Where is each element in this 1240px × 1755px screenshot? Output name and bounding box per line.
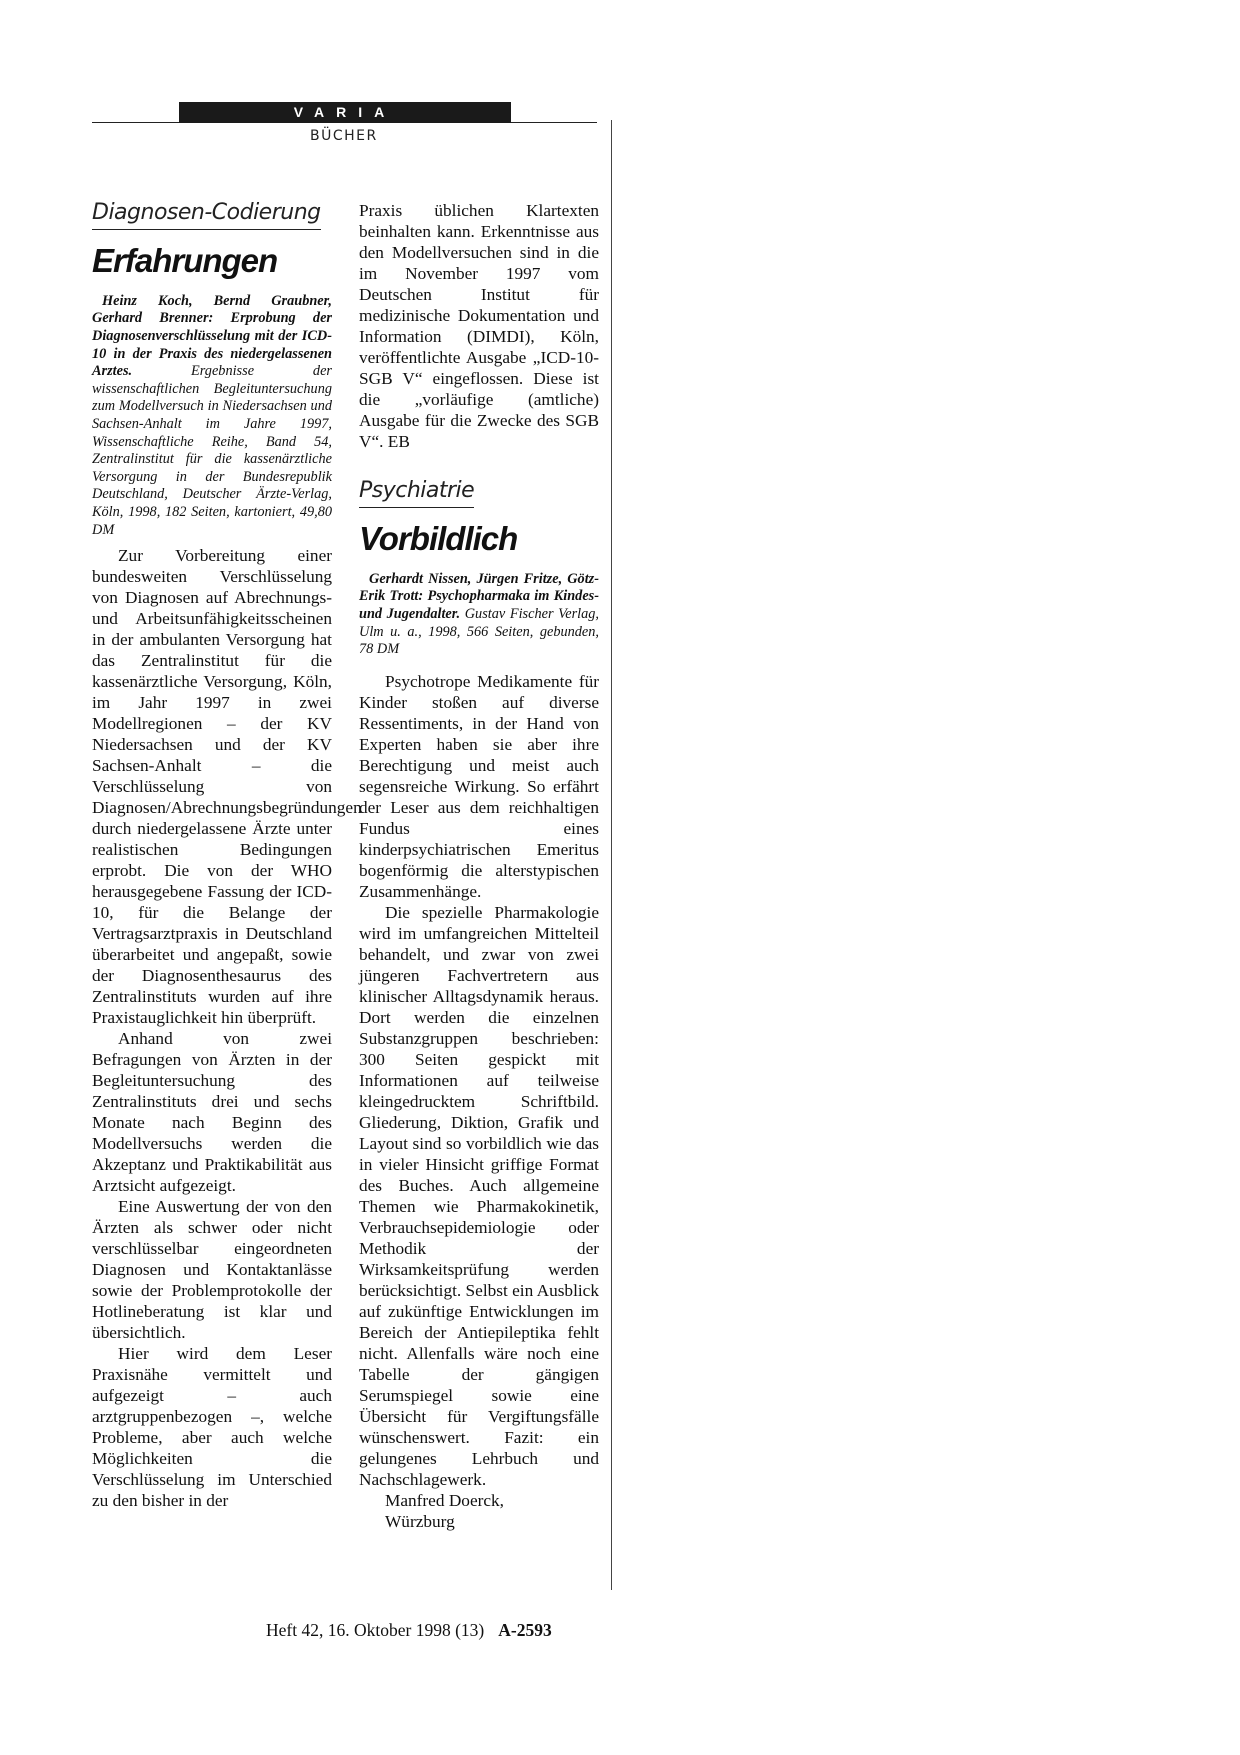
- right-column: [359, 200, 599, 1532]
- book-authors-title: Gerhardt Nissen, Jürgen Fritze, Götz-Erik Trott: Psychopharmaka im Kindes- und Jugendalter.: [359, 570, 599, 623]
- review-body: [92, 545, 362, 1511]
- paragraph: Die spezielle Pharmakologie wird im umfangreichen Mittelteil behandelt, und zwar von zwei jüngeren Fachvertretern aus klinischer Alltagsdynamik heraus. Dort werden die einzelnen Substanzgruppen beschrieben: 300 Seiten gespickt mit Informationen auf teilweise kleingedrucktem Schriftbild. Gliederung, Diktion, Grafik und Layout sind so vorbildlich wie das in vieler Hinsicht griffige Format des Buches. Auch allgemeine Themen wie Pharmakokinetik, Verbrauchsepidemiologie oder Methodik der Wirksamkeitsprüfung werden berücksichtigt. Selbst ein Ausblick auf zukünftige Entwicklungen im Bereich der Antiepileptika fehlt nicht. Allenfalls wäre noch eine Tabelle der gängigen Serumspiegel sowie eine Übersicht für Vergiftungsfälle wünschenswert. Fazit: ein gelungenes Lehrbuch und Nachschlagewerk.: [359, 902, 599, 1489]
- paragraph: Zur Vorbereitung einer bundesweiten Verschlüsselung von Diagnosen auf Abrechnungs- und Arbeitsunfähigkeitsscheinen in der ambulanten Versorgung hat das Zentralinstitut für die kassenärztliche Versorgung, Köln, im Jahr 1997 in zwei Modellregionen – der KV Niedersachsen und der KV Sachsen-Anhalt – die Verschlüsselung von Diagnosen/Abrechnungsbegründungen durch niedergelassene Ärzte unter realistischen Bedingungen erprobt. Die von der WHO herausgegebene Fassung der ICD-10, für die Belange der Vertragsarztpraxis in Deutschland überarbeitet und angepaßt, sowie der Diagnosenthesaurus des Zentralinstituts wurden auf ihre Praxistauglichkeit hin überprüft.: [92, 546, 362, 1028]
- review-kicker: Diagnosen-Codierung: [92, 200, 321, 230]
- paragraph: Anhand von zwei Befragungen von Ärzten in der Begleituntersuchung des Zentralinstituts drei und sechs Monate nach Beginn des Modellversuchs werden die Akzeptanz und Praktikabilität aus Arztsicht aufgezeigt.: [92, 1029, 332, 1196]
- review-headline: Vorbildlich: [359, 520, 518, 557]
- paragraph: Psychotrope Medikamente für Kinder stoßen auf diverse Ressentiments, in der Hand von Experten haben sie aber ihre Berechtigung und meist auch segensreiche Wirkung. So erfährt der Leser aus dem reichhaltigen Fundus eines kinderpsychiatrischen Emeritus bogenförmig die alterstypischen Zusammenhänge.: [359, 671, 599, 901]
- paragraph: Praxis üblichen Klartexten beinhalten kann. Erkenntnisse aus den Modellversuchen sind in die im November 1997 vom Deutschen Institut für medizinische Dokumentation und Information (DIMDI), Köln, veröffentlichte Ausgabe „ICD-10-SGB V“ eingeflossen. Diese ist die „vorläufige (amtliche) Ausgabe für die Zwecke des SGB V“. EB: [359, 201, 599, 451]
- paragraph: Hier wird dem Leser Praxisnähe vermittelt und aufgezeigt – auch arztgruppenbezogen –, welche Probleme, aber auch welche Möglichkeiten die Verschlüsselung im Unterschied zu den bisher in der: [92, 1344, 332, 1511]
- subsection-label: BÜCHER: [310, 128, 378, 144]
- reviewer-city: Würzburg: [385, 1511, 455, 1531]
- book-reference: [359, 571, 599, 659]
- book-authors-title: Heinz Koch, Bernd Graubner, Gerhard Brenner: Erprobung der Diagnosenverschlüsselung mit der ICD-10 in der Praxis des niedergelassenen Arztes.: [92, 292, 332, 380]
- book-details: Ergebnisse der wissenschaftlichen Begleituntersuchung zum Modellversuch in Niedersachsen und Sachsen-Anhalt im Jahre 1997, Wissenschaftliche Reihe, Band 54, Zentralinstitut für die kassenärztliche Versorgung in der Bundesrepublik Deutschland, Deutscher Ärzte-Verlag, Köln, 1998, 182 Seiten, kartoniert, 49,80 DM: [92, 363, 332, 538]
- book-details: Gustav Fischer Verlag, Ulm u. a., 1998, 566 Seiten, gebunden, 78 DM: [359, 606, 599, 658]
- column-divider: [611, 120, 612, 1590]
- review-continuation: [359, 200, 599, 452]
- review-diagnosen: [92, 200, 362, 1511]
- issue-info: Heft 42, 16. Oktober 1998 (13): [266, 1620, 485, 1640]
- book-reference: [92, 293, 332, 539]
- page-number: A-2593: [498, 1620, 552, 1640]
- page-footer: [266, 1620, 552, 1641]
- section-label: VARIA: [179, 102, 511, 123]
- review-headline: Erfahrungen: [92, 242, 278, 279]
- paragraph: Eine Auswertung der von den Ärzten als schwer oder nicht verschlüsselbar eingeordneten Diagnosen und Kontaktanlässe sowie der Problemprotokolle der Hotlineberatung ist klar und übersichtlich.: [92, 1197, 332, 1343]
- review-kicker: Psychiatrie: [359, 478, 474, 508]
- reviewer-name: Manfred Doerck,: [385, 1490, 504, 1510]
- review-body: [359, 671, 599, 1490]
